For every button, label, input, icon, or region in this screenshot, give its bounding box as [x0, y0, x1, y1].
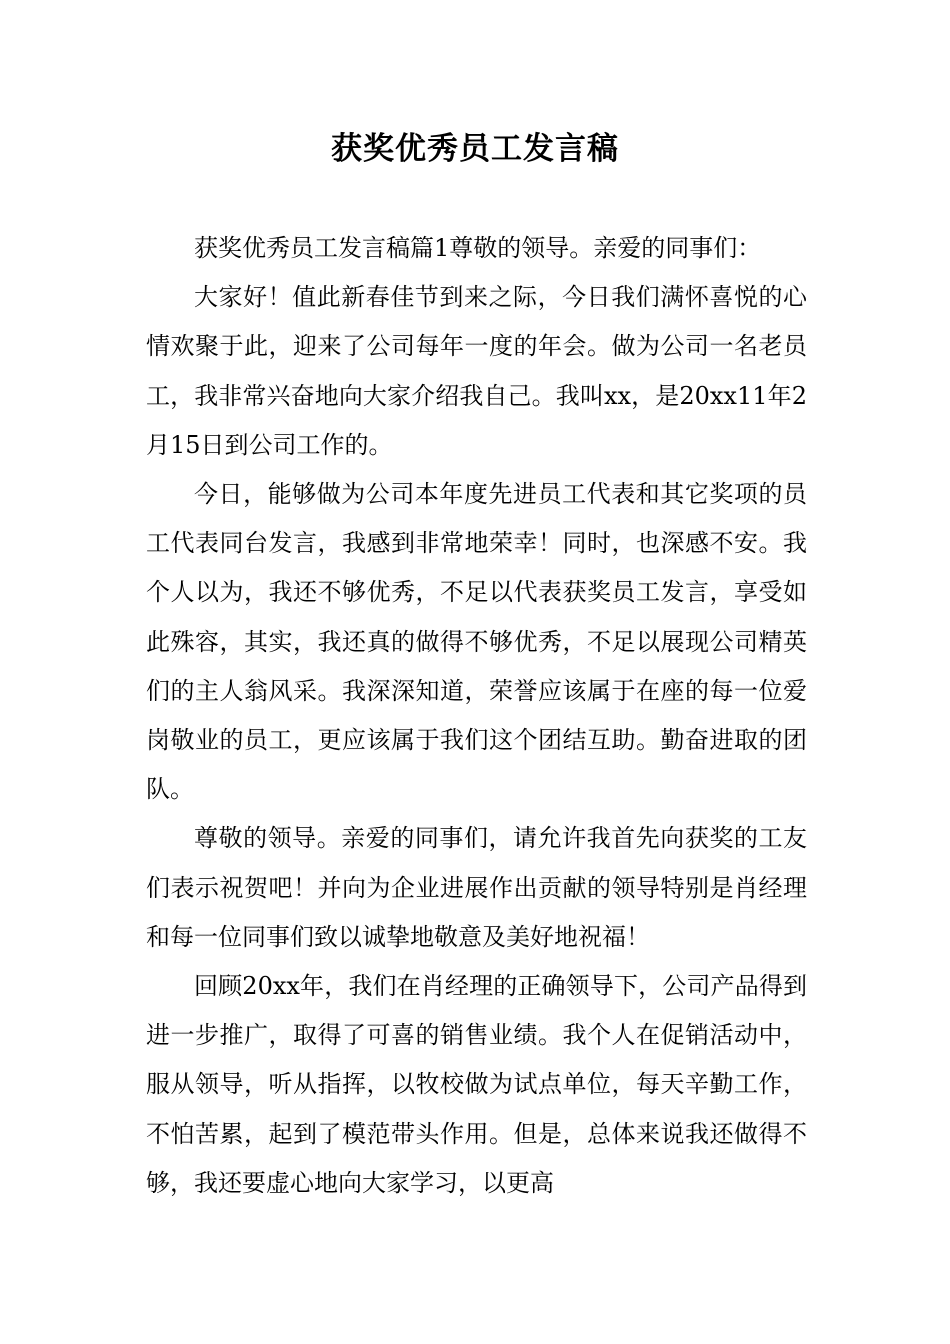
document-body	[146, 224, 807, 1208]
document-title: 获奖优秀员工发言稿	[331, 131, 619, 167]
paragraph-4: 尊敬的领导。亲爱的同事们，请允许我首先向获奖的工友们表示祝贺吧！并向为企业进展作出贡献的领导特别是肖经理和每一位同事们致以诚挚地敬意及美好地祝福！	[146, 824, 807, 951]
paragraph-2: 大家好！值此新春佳节到来之际，今日我们满怀喜悦的心情欢聚于此，迎来了公司每年一度的年会。做为公司一名老员工，我非常兴奋地向大家介绍我自己。我叫xx，是20xx11年2月15日到公司工作的。	[146, 283, 807, 459]
paragraph-3: 今日，能够做为公司本年度先进员工代表和其它奖项的员工代表同台发言，我感到非常地荣幸！同时，也深感不安。我个人以为，我还不够优秀，不足以代表获奖员工发言，享受如此殊容，其实，我还真的做得不够优秀，不足以展现公司精英们的主人翁风采。我深深知道，荣誉应该属于在座的每一位爱岗敬业的员工，更应该属于我们这个团结互助。勤奋进取的团队。	[146, 480, 807, 804]
paragraph-1: 获奖优秀员工发言稿篇1尊敬的领导。亲爱的同事们：	[194, 234, 762, 262]
paragraph-5: 回顾20xx年，我们在肖经理的正确领导下，公司产品得到进一步推广，取得了可喜的销售业绩。我个人在促销活动中，服从领导，听从指挥，以牧校做为试点单位，每天辛勤工作，不怕苦累，起到了模范带头作用。但是，总体来说我还做得不够，我还要虚心地向大家学习，以更高	[146, 972, 807, 1197]
